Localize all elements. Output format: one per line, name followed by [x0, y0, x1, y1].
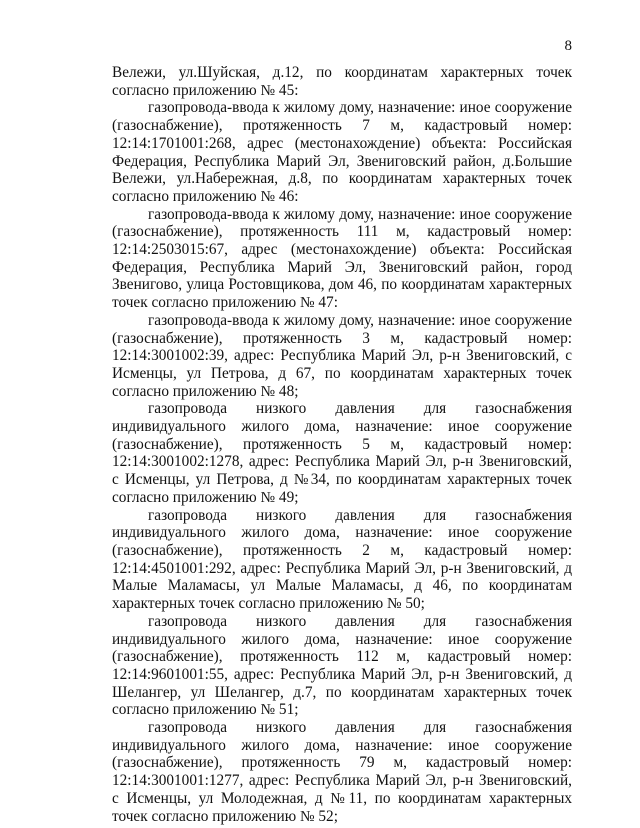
paragraph-8: газопровода низкого давления для газоснабжения индивидуального жилого дома, назначение: иное сооружение (газоснабжение), протяженность 79 м, кадастровый номер: 12:14:3001001:1277, адрес: Республика Марий Эл, р-н Звениговский, с Исменцы, ул Молодежная, д №11, по координатам характерных точек согласно приложению № 52; [112, 719, 572, 825]
paragraph-6: газопровода низкого давления для газоснабжения индивидуального жилого дома, назначение: иное сооружение (газоснабжение), протяженность 2 м, кадастровый номер: 12:14:4501001:292, адрес: Республика Марий Эл, р-н Звениговский, д Малые Маламасы, ул Малые Маламасы, д 46, по координатам характерных точек согласно приложению № 50; [112, 506, 572, 613]
paragraph-3: газопровода-ввода к жилому дому, назначение: иное сооружение (газоснабжение), протяженность 111 м, кадастровый номер: 12:14:2503015:67, адрес (местонахождение) объекта: Российская Федерация, Республика Марий Эл, Звениговский район, город Звенигово, улица Ростовщикова, дом 46, по координатам характерных точек согласно приложению № 47: [112, 205, 572, 312]
paragraph-4: газопровода-ввода к жилому дому, назначение: иное сооружение (газоснабжение), протяженность 3 м, кадастровый номер: 12:14:3001002:39, адрес: Республика Марий Эл, р-н Звениговский, с Исменцы, ул Петрова, д 67, по координатам характерных точек согласно приложению № 48; [112, 311, 572, 400]
page-number: 8 [564, 38, 572, 54]
document-body [112, 64, 572, 825]
paragraph-5: газопровода низкого давления для газоснабжения индивидуального жилого дома, назначение: иное сооружение (газоснабжение), протяженность 5 м, кадастровый номер: 12:14:3001002:1278, адрес: Республика Марий Эл, р-н Звениговский, с Исменцы, ул Петрова, д №34, по координатам характерных точек согласно приложению № 49; [112, 400, 572, 506]
paragraph-1: Вележи, ул.Шуйская, д.12, по координатам характерных точек согласно приложению № 45: [112, 64, 572, 99]
paragraph-7: газопровода низкого давления для газоснабжения индивидуального жилого дома, назначение: иное сооружение (газоснабжение), протяженность 112 м, кадастровый номер: 12:14:9601001:55, адрес: Республика Марий Эл, р-н Звениговский, д Шелангер, ул Шелангер, д.7, по координатам характерных точек согласно приложению № 51; [112, 612, 572, 719]
paragraph-2: газопровода-ввода к жилому дому, назначение: иное сооружение (газоснабжение), протяженность 7 м, кадастровый номер: 12:14:1701001:268, адрес (местонахождение) объекта: Российская Федерация, Республика Марий Эл, Звениговский район, д.Большие Вележи, ул.Набережная, д.8, по координатам характерных точек согласно приложению № 46: [112, 99, 572, 205]
